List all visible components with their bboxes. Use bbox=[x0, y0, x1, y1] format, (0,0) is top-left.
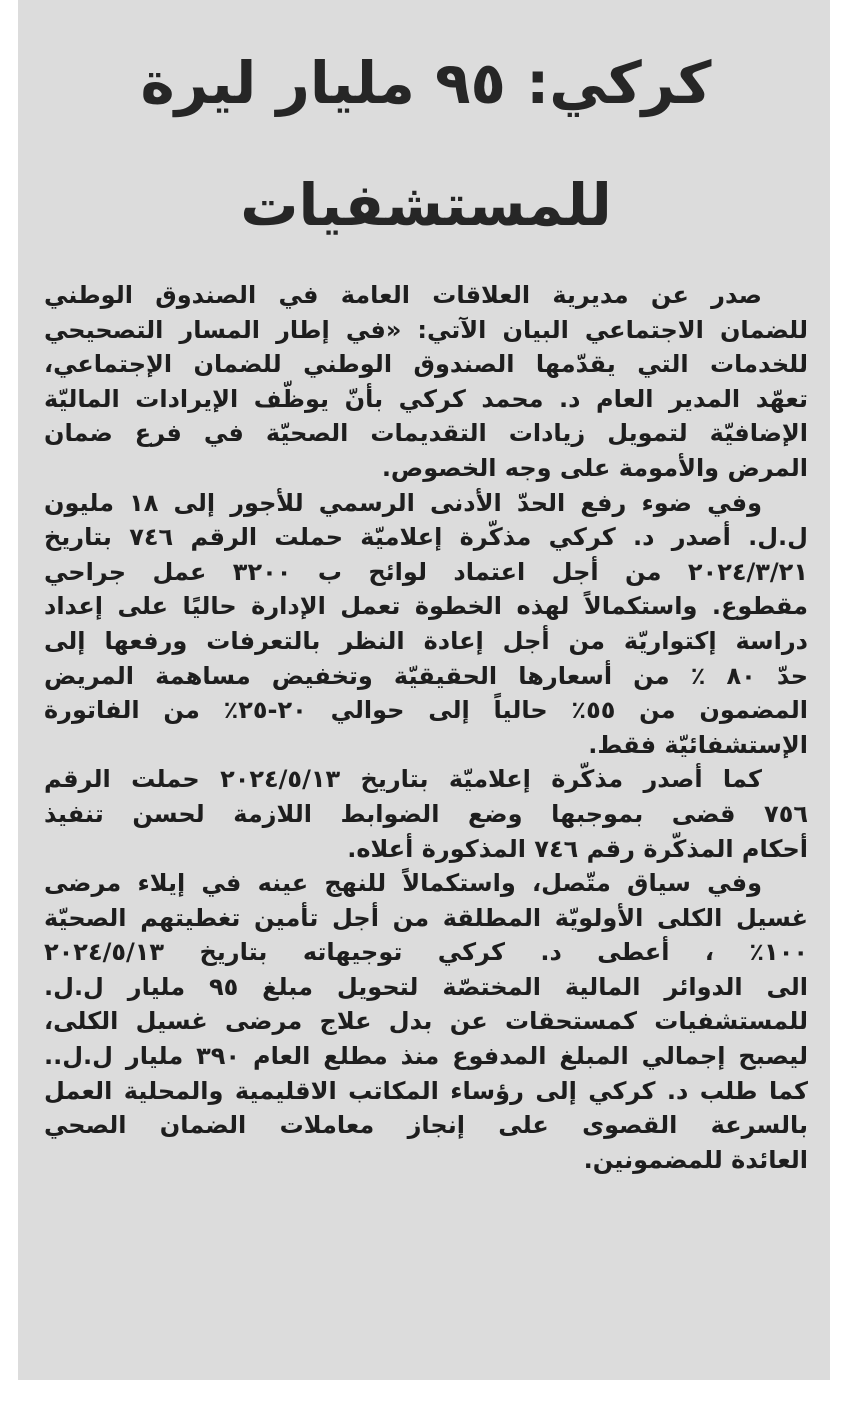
headline-line-2: للمستشفيات bbox=[240, 171, 612, 239]
text-line: ل.ل. أصدر د. كركي مذكّرة إعلاميّة حملت الرقم ٧٤٦ بتاريخ bbox=[44, 523, 808, 552]
text-line: ليصبح إجمالي المبلغ المدفوع منذ مطلع العام ٣٩٠ مليار ل.ل.. bbox=[44, 1042, 808, 1071]
text-line: كما طلب د. كركي إلى رؤساء المكاتب الاقليمية والمحلية العمل bbox=[44, 1076, 808, 1105]
text-line: للخدمات التي يقدّمها الصندوق الوطني للضمان الإجتماعي، bbox=[44, 350, 808, 379]
text-line: الإضافيّة لتمويل زيادات التقديمات الصحيّة في فرع ضمان bbox=[44, 419, 808, 448]
paragraph-1 bbox=[44, 278, 808, 486]
paragraph-3 bbox=[44, 762, 808, 866]
text-line: غسيل الكلى الأولويّة المطلقة من أجل تأمين تغطيتهم الصحيّة bbox=[44, 903, 808, 932]
text-line: ٧٥٦ قضى بموجبها وضع الضوابط اللازمة لحسن تنفيذ bbox=[44, 799, 808, 828]
text-line: ١٠٠٪ ، أعطى د. كركي توجيهاته بتاريخ ٢٠٢٤/٥/١٣ bbox=[44, 938, 808, 967]
text-line: المرض والأمومة على وجه الخصوص. bbox=[381, 453, 808, 482]
article-body bbox=[44, 278, 808, 1177]
text-line: العائدة للمضمونين. bbox=[583, 1145, 808, 1174]
text-line: تعهّد المدير العام د. محمد كركي بأنّ يوظّف الإيرادات الماليّة bbox=[44, 384, 808, 413]
text-line: صدر عن مديرية العلاقات العامة في الصندوق الوطني bbox=[44, 281, 762, 309]
text-line: للضمان الاجتماعي البيان الآتي: «في إطار المسار التصحيحي bbox=[44, 315, 808, 344]
text-line: وفي سياق متّصل، واستكمالاً للنهج عينه في إيلاء مرضى bbox=[44, 869, 762, 898]
text-line: ٢٠٢٤/٣/٢١ من أجل اعتماد لوائح ب ٣٢٠٠ عمل جراحي bbox=[44, 557, 808, 586]
text-line: الإستشفائيّة فقط. bbox=[588, 730, 808, 759]
text-line: أحكام المذكّرة رقم ٧٤٦ المذكورة أعلاه. bbox=[347, 834, 808, 863]
text-line: بالسرعة القصوى على إنجاز معاملات الضمان الصحي bbox=[44, 1111, 808, 1140]
text-line: الى الدوائر المالية المختصّة لتحويل مبلغ ٩٥ مليار ل.ل. bbox=[44, 972, 808, 1001]
text-line: دراسة إكتواريّة من أجل إعادة النظر بالتعرفات ورفعها إلى bbox=[44, 626, 808, 655]
paragraph-4 bbox=[44, 866, 808, 1177]
headline-line-1: كركي: ٩٥ مليار ليرة bbox=[140, 49, 712, 117]
text-line: للمستشفيات كمستحقات عن بدل علاج مرضى غسيل الكلى، bbox=[44, 1007, 808, 1036]
text-line: المضمون من ٥٥٪ حالياً إلى حوالي ٢٠-٢٥٪ من الفاتورة bbox=[44, 696, 808, 725]
paragraph-2 bbox=[44, 486, 808, 763]
headline bbox=[44, 0, 808, 266]
text-line: وفي ضوء رفع الحدّ الأدنى الرسمي للأجور إلى ١٨ مليون bbox=[44, 488, 762, 517]
text-line: كما أصدر مذكّرة إعلاميّة بتاريخ ٢٠٢٤/٥/١٣ حملت الرقم bbox=[44, 765, 762, 794]
text-line: مقطوع. واستكمالاً لهذه الخطوة تعمل الإدارة حاليًا على إعداد bbox=[44, 592, 808, 621]
text-line: حدّ ٨٠ ٪ من أسعارها الحقيقيّة وتخفيض مساهمة المريض bbox=[44, 661, 808, 690]
newspaper-clipping bbox=[18, 0, 830, 1380]
